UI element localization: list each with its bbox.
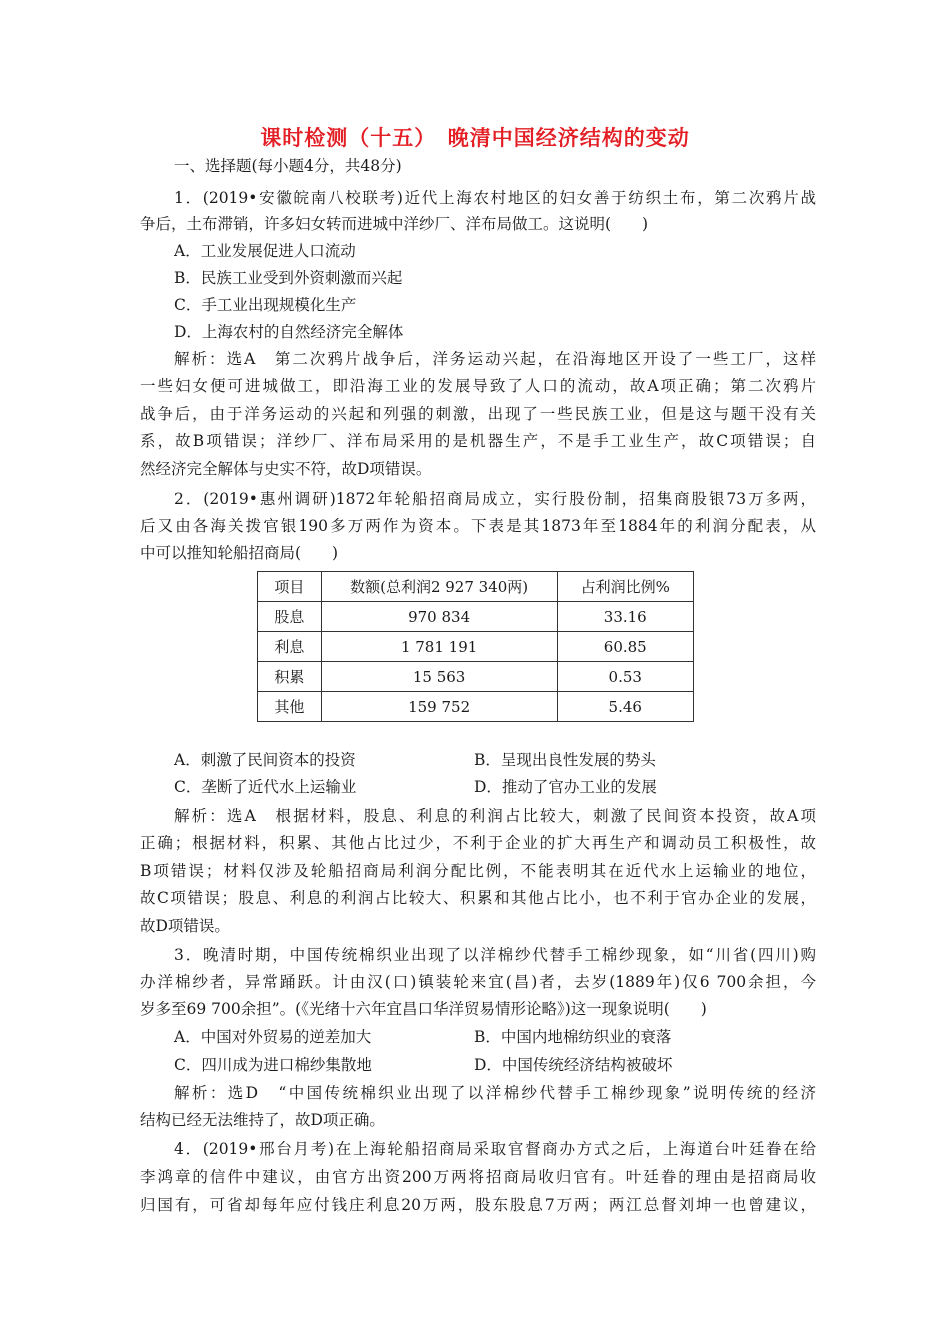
q2-option-c: C．垄断了近代水上运输业 [174, 778, 357, 796]
q1-option-a: A．工业发展促进人口流动 [174, 242, 356, 260]
table-cell: 15 563 [321, 662, 557, 692]
q3-stem-line-2: 办洋棉纱者，异常踊跃。计由汉(口)镇装轮来宜(昌)者，去岁(1889年)仅6 700余担，今 [140, 973, 816, 991]
q1-analysis-line-2: 一些妇女便可进城做工，即沿海工业的发展导致了人口的流动，故A项正确；第二次鸦片 [140, 377, 816, 395]
q2-analysis-line-3: B项错误；材料仅涉及轮船招商局利润分配比例，不能表明其在近代水上运输业的地位， [140, 862, 816, 880]
q3-option-b: B．中国内地棉纺织业的衰落 [474, 1028, 672, 1046]
q2-stem-line-2: 后又由各海关拨官银190多万两作为资本。下表是其1873年至1884年的利润分配表，从 [140, 517, 816, 535]
q1-option-b: B．民族工业受到外资刺激而兴起 [174, 269, 403, 287]
q1-option-d: D．上海农村的自然经济完全解体 [174, 323, 404, 341]
table-cell: 积累 [258, 662, 322, 692]
q4-stem-line-3: 归国有，可省却每年应付钱庄利息20万两，股东股息7万两；两江总督刘坤一也曾建议， [140, 1196, 816, 1214]
q2-analysis-line-2: 正确；根据材料，积累、其他占比过少，不利于企业的扩大再生产和调动员工积极性，故 [140, 834, 816, 852]
section-heading: 一、选择题(每小题4分，共48分) [174, 157, 402, 175]
table-row [258, 662, 694, 692]
table-header-cell: 项目 [258, 572, 322, 602]
q3-option-c: C．四川成为进口棉纱集散地 [174, 1056, 372, 1074]
q1-stem-line-1: 1．(2019•安徽皖南八校联考)近代上海农村地区的妇女善于纺织土布，第二次鸦片战 [174, 189, 816, 207]
q1-stem-line-2: 争后，土布滞销，许多妇女转而进城中洋纱厂、洋布局做工。这说明( ) [140, 215, 649, 233]
q2-option-d: D．推动了官办工业的发展 [474, 778, 657, 796]
q2-option-b: B．呈现出良性发展的势头 [474, 751, 656, 769]
q2-stem-line-3: 中可以推知轮船招商局( ) [140, 544, 339, 562]
table-cell: 970 834 [321, 602, 557, 632]
q1-analysis-line-1: 解析：选A 第二次鸦片战争后，洋务运动兴起，在沿海地区开设了一些工厂，这样 [174, 350, 816, 368]
table-cell: 其他 [258, 692, 322, 722]
table-cell: 33.16 [557, 602, 693, 632]
profit-distribution-table [257, 571, 694, 722]
q3-analysis-line-1: 解析：选D “中国传统棉织业出现了以洋棉纱代替手工棉纱现象”说明传统的经济 [174, 1084, 816, 1102]
table-cell: 利息 [258, 632, 322, 662]
table-header-cell: 占利润比例% [557, 572, 693, 602]
table-row [258, 632, 694, 662]
q2-analysis-line-4: 故C项错误；股息、利息的利润占比较大、积累和其他占比小，也不利于官办企业的发展， [140, 889, 816, 907]
q1-analysis-line-3: 战争后，由于洋务运动的兴起和列强的刺激，出现了一些民族工业，但是这与题干没有关 [140, 405, 816, 423]
q3-stem-line-1: 3．晚清时期，中国传统棉织业出现了以洋棉纱代替手工棉纱现象，如“川省(四川)购 [174, 946, 816, 964]
q1-analysis-line-4: 系，故B项错误；洋纱厂、洋布局采用的是机器生产，不是手工业生产，故C项错误；自 [140, 432, 816, 450]
q3-analysis-line-2: 结构已经无法维持了，故D项正确。 [140, 1111, 385, 1129]
table-cell: 5.46 [557, 692, 693, 722]
table-cell: 60.85 [557, 632, 693, 662]
table-row [258, 602, 694, 632]
q2-analysis-line-5: 故D项错误。 [140, 917, 230, 935]
q2-options-row-1 [174, 750, 816, 770]
q3-stem-line-3: 岁多至69 700余担”。(《光绪十六年宜昌口华洋贸易情形论略》)这一现象说明( ) [140, 1000, 707, 1018]
q4-stem-line-1: 4．(2019•邢台月考)在上海轮船招商局采取官督商办方式之后，上海道台叶廷眷在给 [174, 1140, 816, 1158]
table-cell: 股息 [258, 602, 322, 632]
q4-stem-line-2: 李鸿章的信件中建议，由官方出资200万两将招商局收归官有。叶廷眷的理由是招商局收 [140, 1168, 816, 1186]
table-header-cell: 数额(总利润2 927 340两) [321, 572, 557, 602]
table-cell: 1 781 191 [321, 632, 557, 662]
table-cell: 0.53 [557, 662, 693, 692]
q3-option-a: A．中国对外贸易的逆差加大 [174, 1028, 372, 1046]
q2-option-a: A．刺激了民间资本的投资 [174, 751, 356, 769]
q1-option-c: C．手工业出现规模化生产 [174, 296, 357, 314]
q3-options-row-2 [174, 1055, 816, 1075]
table-row [258, 692, 694, 722]
table-header-row [258, 572, 694, 602]
q3-option-d: D．中国传统经济结构被破坏 [474, 1056, 673, 1074]
q3-options-row-1 [174, 1027, 816, 1047]
q2-options-row-2 [174, 777, 816, 797]
q2-analysis-line-1: 解析：选A 根据材料，股息、利息的利润占比较大，刺激了民间资本投资，故A项 [174, 807, 816, 825]
q1-analysis-line-5: 然经济完全解体与史实不符，故D项错误。 [140, 460, 432, 478]
table-cell: 159 752 [321, 692, 557, 722]
q2-stem-line-1: 2．(2019•惠州调研)1872年轮船招商局成立，实行股份制，招集商股银73万多两， [174, 490, 816, 508]
page-title: 课时检测（十五） 晚清中国经济结构的变动 [260, 126, 690, 150]
